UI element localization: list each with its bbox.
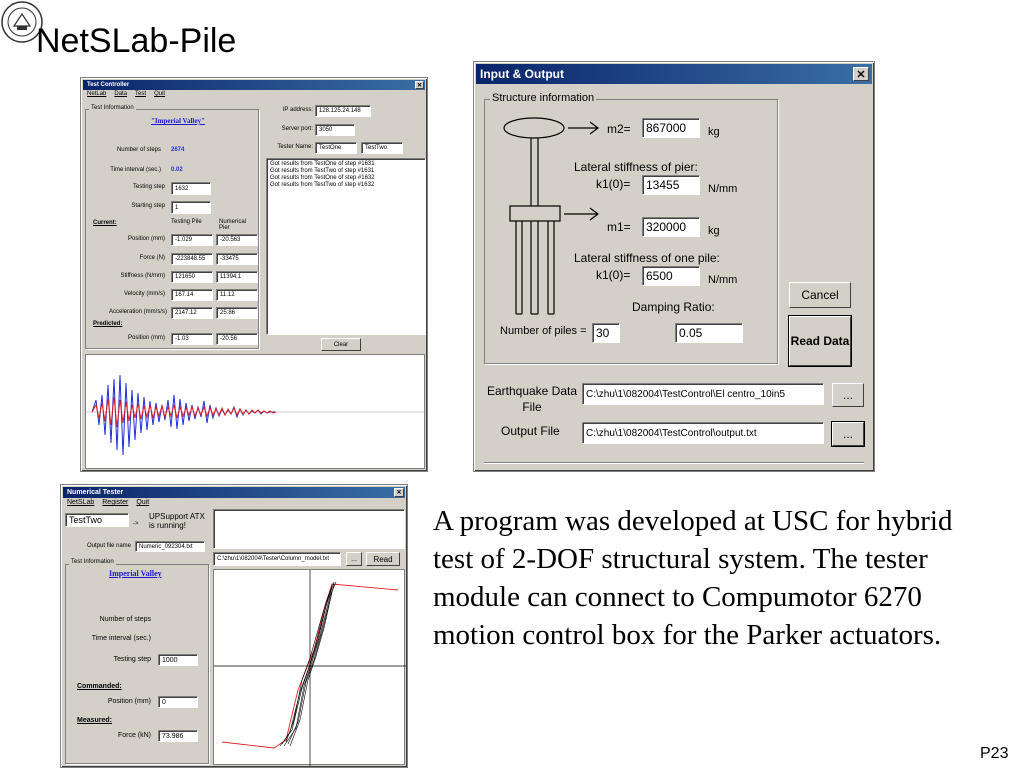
test-controller-titlebar (83, 80, 425, 90)
position-label: Position (mm) (107, 698, 151, 705)
pile-stiffness-label: Lateral stiffness of one pile: (574, 251, 720, 265)
port-label: Server port: (281, 126, 313, 132)
window-title: Input & Output (480, 67, 564, 81)
tester-two-field[interactable]: TestTwo (361, 142, 403, 154)
col-numerical-header: Numerical Pier (219, 219, 247, 231)
numerical-tester-window (60, 484, 408, 768)
k1-pile-label: k1(0)= (596, 268, 631, 282)
window-title: Test Controller (87, 82, 130, 88)
position-numerical-field[interactable]: -20.563 (216, 234, 258, 246)
close-icon[interactable]: ✕ (416, 82, 423, 89)
piles-count-field[interactable]: 30 (592, 323, 620, 343)
menu-netlab[interactable]: NetLab (87, 91, 107, 97)
io-dialog-titlebar (476, 64, 872, 84)
log-line: Got results from TestTwo of step #1631 (270, 168, 375, 174)
m2-field[interactable]: 867000 (642, 118, 700, 138)
window-title: Numerical Tester (67, 489, 124, 496)
test-controller-window (80, 77, 428, 472)
menu-register[interactable]: Register (102, 499, 129, 506)
menu-quit[interactable]: Quit (154, 91, 166, 97)
tester-label: Tester Name: (277, 144, 313, 150)
log-line: Got results from TestOne of step #1631 (270, 161, 375, 167)
damping-field[interactable]: 0.05 (675, 323, 743, 343)
position-testing-field[interactable]: -1.029 (171, 234, 213, 246)
earthquake-name: Imperial Valley (109, 569, 162, 578)
read-button[interactable]: Read (366, 552, 400, 566)
close-icon[interactable]: ✕ (394, 488, 404, 497)
k1-pile-unit: N/mm (708, 274, 738, 286)
earthquake-file-label: Earthquake Data File (486, 384, 578, 414)
stiffness-testing-field[interactable]: 121650 (171, 271, 213, 283)
interval-value: 0.02 (171, 167, 183, 173)
m2-unit: kg (708, 126, 720, 138)
commanded-label: Commanded: (77, 683, 122, 690)
arrow-label: -> (133, 521, 139, 527)
damping-label: Damping Ratio: (632, 300, 715, 314)
m1-field[interactable]: 320000 (642, 217, 700, 237)
m2-label: m2= (607, 122, 631, 136)
position-label: Position (mm) (127, 236, 165, 242)
ip-field[interactable]: 128.125.24.148 (315, 105, 371, 117)
clear-button[interactable]: Clear (321, 338, 361, 351)
structure-group-label: Structure information (492, 92, 595, 104)
stiffness-label: Stiffness (N/mm) (120, 273, 165, 279)
interval-label: Time interval (sec.) (110, 167, 161, 173)
k1-pier-field[interactable]: 13455 (642, 175, 700, 195)
close-icon[interactable]: ✕ (853, 67, 869, 81)
starting-step-field[interactable]: 1 (171, 201, 211, 214)
menu-data[interactable]: Data (114, 91, 128, 97)
tester-one-field[interactable]: TestOne (315, 142, 357, 154)
steps-value: 2674 (171, 147, 185, 153)
steps-label: Number of steps (99, 616, 151, 623)
port-field[interactable]: 3050 (315, 124, 355, 136)
velocity-numerical-field[interactable]: 11.12 (216, 289, 258, 301)
ip-label: IP address: (282, 107, 313, 113)
earthquake-file-field[interactable]: C:\zhu\1\082004\TestControl\El centro_10in5 (582, 383, 824, 405)
velocity-label: Velocity (mm/s) (123, 291, 165, 297)
testing-step-label: Testing step (113, 656, 151, 663)
tester-name-field[interactable]: TestTwo (65, 513, 129, 527)
testing-step-field[interactable]: 1632 (171, 182, 211, 195)
output-file-field[interactable]: C:\zhu\1\082004\TestControl\output.txt (582, 422, 824, 444)
slide-title: NetSLab-Pile (36, 22, 237, 60)
status-textarea[interactable] (213, 509, 405, 549)
menu-quit[interactable]: Quit (136, 499, 150, 506)
log-line: Got results from TestOne of step #1632 (270, 175, 375, 181)
predicted-label: Predicted: (93, 321, 123, 327)
accel-numerical-field[interactable]: 25.86 (216, 307, 258, 319)
earthquake-name: "Imperial Valley" (151, 117, 205, 125)
model-path-field[interactable]: C:\zhu\1\082004\Tester\Column_model.txt (213, 552, 341, 566)
pred-position-numerical-field[interactable]: -20.56 (216, 333, 258, 345)
test-info-label: Test Information (71, 559, 114, 565)
pred-position-testing-field[interactable]: -1.03 (171, 333, 213, 345)
log-textarea[interactable] (266, 158, 426, 335)
starting-step-label: Starting step (131, 203, 165, 209)
output-file-label: Output file name (86, 543, 131, 549)
numerical-tester-titlebar (63, 487, 405, 498)
stiffness-numerical-field[interactable]: 11394.1 (216, 271, 258, 283)
model-browse-button[interactable]: ... (346, 552, 362, 566)
separator-line (484, 462, 864, 464)
output-browse-button[interactable]: ... (832, 422, 864, 446)
read-data-button[interactable]: Read Data (789, 316, 851, 366)
m1-label: m1= (607, 220, 631, 234)
measured-label: Measured: (77, 717, 113, 724)
log-line: Got results from TestTwo of step #1632 (270, 182, 375, 188)
testing-step-label: Testing step (132, 184, 165, 190)
cancel-button[interactable]: Cancel (789, 282, 851, 308)
hysteresis-plot (213, 569, 405, 765)
interval-label: Time interval (sec.) (91, 635, 151, 642)
description-text: A program was developed at USC for hybrid test of 2-DOF structural system. The tester module can connect to Compumotor 6270 motion control box for the Parker actuators. (433, 505, 953, 651)
k1-pile-field[interactable]: 6500 (642, 266, 700, 286)
force-numerical-field[interactable]: -33475 (216, 253, 258, 265)
k1-pier-label: k1(0)= (596, 177, 631, 191)
numerical-tester-menubar (63, 499, 405, 506)
test-info-label: Test Information (91, 105, 134, 111)
output-file-label: Output File (501, 424, 560, 438)
m1-unit: kg (708, 225, 720, 237)
pier-stiffness-label: Lateral stiffness of pier: (574, 160, 698, 174)
force-label: Force (N) (139, 255, 165, 261)
io-dialog-window (473, 61, 875, 472)
earthquake-browse-button[interactable]: ... (832, 383, 864, 407)
test-controller-menubar (83, 91, 425, 97)
k1-pier-unit: N/mm (708, 183, 738, 195)
force-label: Force (kN) (117, 732, 151, 739)
pred-position-label: Position (mm) (127, 335, 165, 341)
status-text: UPSupport ATX is running! (149, 512, 205, 530)
force-testing-field[interactable]: -223848.55 (171, 253, 213, 265)
position-field[interactable]: 0 (158, 696, 198, 708)
testing-step-field[interactable]: 1000 (158, 654, 198, 666)
output-file-field[interactable]: Numeric_092304.txt (135, 541, 205, 552)
response-plot (85, 354, 425, 469)
menu-test[interactable]: Test (135, 91, 147, 97)
piles-count-label: Number of piles = (500, 325, 587, 337)
col-testing-header: Testing Pile (171, 219, 202, 225)
accel-testing-field[interactable]: 2147.12 (171, 307, 213, 319)
steps-label: Number of steps (116, 147, 161, 153)
current-label: Current: (93, 220, 117, 226)
force-field[interactable]: 73.986 (158, 730, 198, 742)
velocity-testing-field[interactable]: 167.14 (171, 289, 213, 301)
page-number: P23 (980, 745, 1009, 762)
accel-label: Acceleration (mm/s/s) (108, 309, 167, 315)
menu-netslab[interactable]: NetSLab (67, 499, 95, 506)
